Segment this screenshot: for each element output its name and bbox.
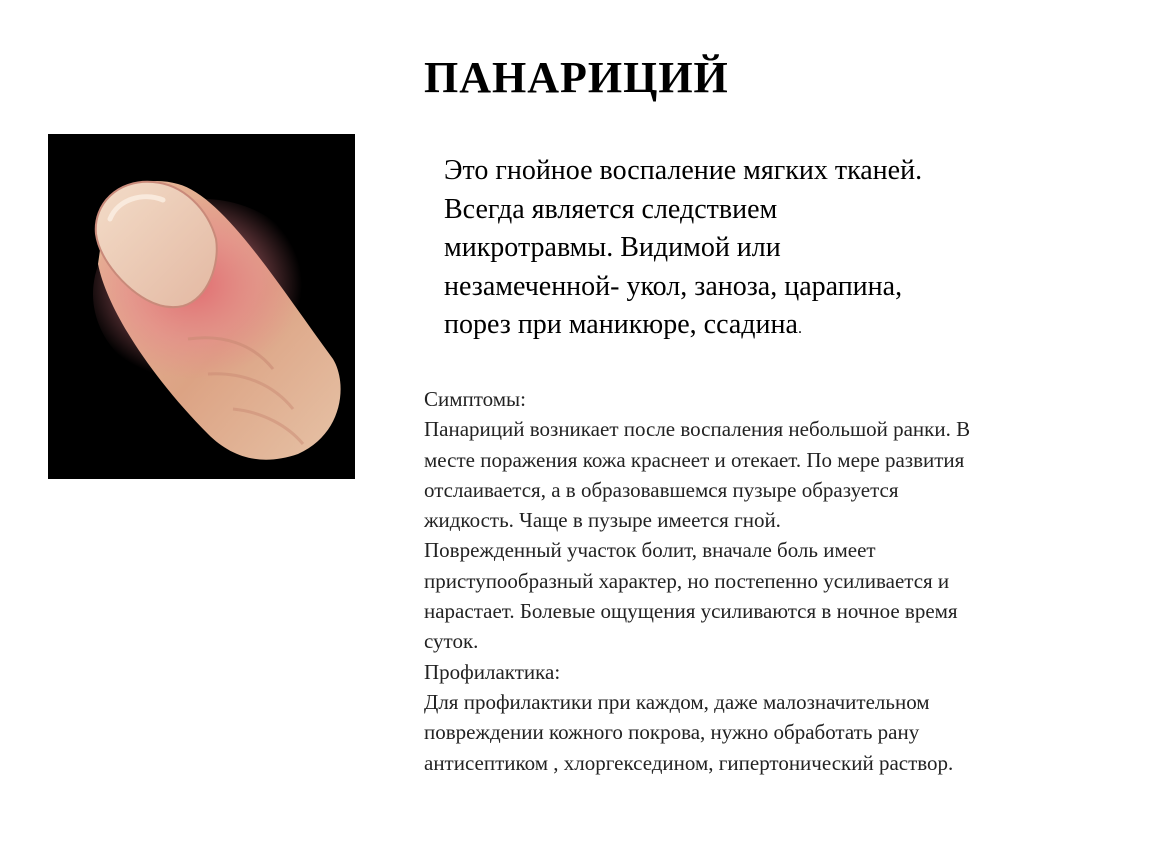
- body-line: месте поражения кожа краснеет и отекает. По мере развития: [424, 447, 965, 472]
- body-line: отслаивается, а в образовавшемся пузыре образуется: [424, 477, 899, 502]
- body-line: суток.: [424, 629, 479, 654]
- intro-line: незамеченной- укол, заноза, царапина,: [444, 270, 903, 302]
- body-line: нарастает. Болевые ощущения усиливаются в ночное время: [424, 599, 958, 624]
- intro-last-line: [444, 306, 1084, 349]
- body-line: Панариций возникает после воспаления небольшой ранки. В: [424, 417, 971, 442]
- finger-photo: [48, 134, 355, 479]
- intro-paragraph: [444, 152, 1084, 349]
- intro-line: Всегда является следствием: [444, 193, 778, 225]
- intro-end-mark: .: [797, 320, 802, 337]
- body-line: Поврежденный участок болит, вначале боль имеет: [424, 538, 876, 563]
- body-line: антисептиком , хлоргекседином, гипертонический раствор.: [424, 750, 954, 775]
- symptoms-prevention-text: [424, 384, 1124, 778]
- page-title: ПАНАРИЦИЙ: [424, 53, 729, 102]
- finger-illustration: [48, 134, 355, 479]
- intro-line: микротравмы. Видимой или: [444, 232, 781, 263]
- body-line: жидкость. Чаще в пузыре имеется гной.: [424, 508, 781, 533]
- body-line: повреждении кожного покрова, нужно обработать рану: [424, 720, 920, 745]
- section-heading-prevention: Профилактика:: [424, 659, 561, 684]
- body-line: Для профилактики при каждом, даже малозначительном: [424, 689, 930, 714]
- intro-line: порез при маникюре, ссадина: [444, 309, 798, 340]
- body-line: приступообразный характер, но постепенно усиливается и: [424, 568, 950, 593]
- intro-line: Это гнойное воспаление мягких тканей.: [444, 155, 923, 186]
- section-heading-symptoms: Симптомы:: [424, 387, 527, 411]
